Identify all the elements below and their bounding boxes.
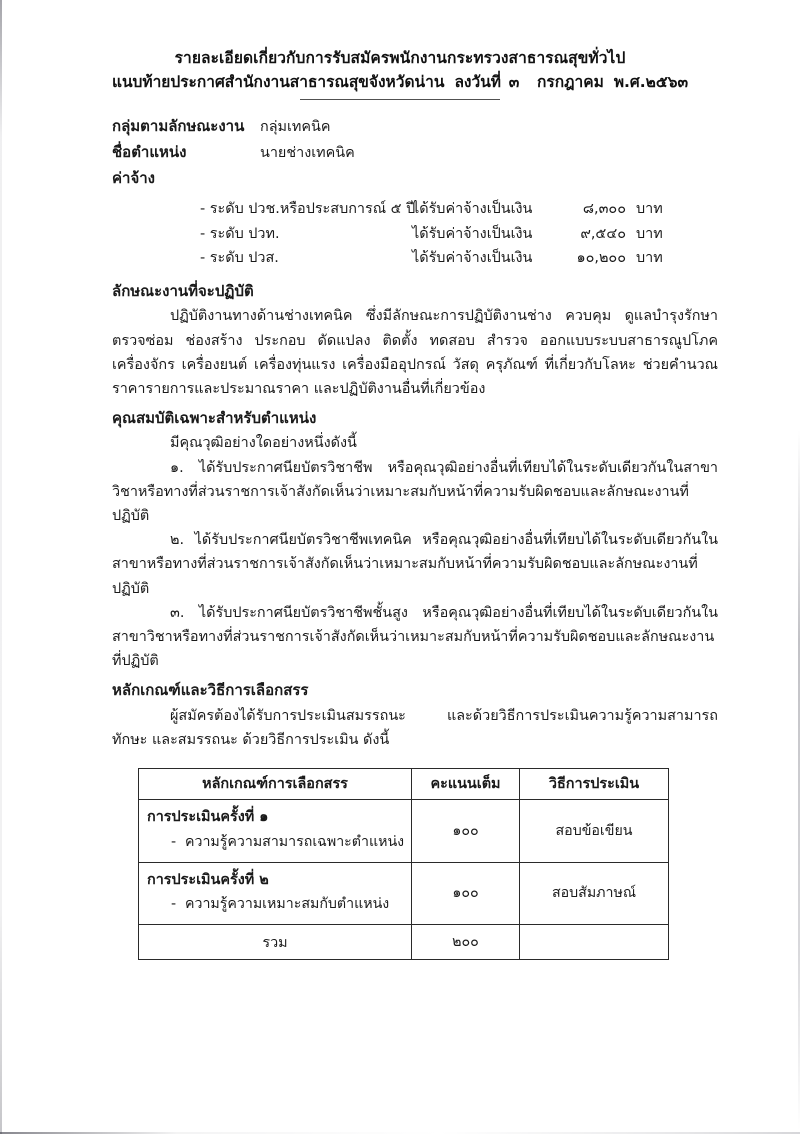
wage-amount: ๑๐,๒๐๐ bbox=[576, 250, 626, 267]
wage-row bbox=[200, 246, 718, 271]
criteria-cell bbox=[139, 799, 412, 862]
criteria-table bbox=[138, 768, 669, 960]
assessment-subitem-label: ความรู้ความเหมาะสมกับตำแหน่ง bbox=[185, 896, 390, 913]
announcement-source: แนบท้ายประกาศสำนักงานสาธารณสุขจังหวัดน่าน bbox=[111, 73, 445, 92]
work-group-value: กลุ่มเทคนิค bbox=[260, 118, 331, 135]
document-body bbox=[0, 114, 800, 752]
wage-amount: ๙,๕๔๐ bbox=[580, 225, 626, 242]
total-label: รวม bbox=[139, 925, 412, 960]
bullet-dash-icon: - bbox=[171, 896, 177, 913]
position-label: ชื่อตำแหน่ง bbox=[112, 143, 187, 162]
wage-unit: บาท bbox=[636, 225, 663, 242]
bullet-dash-icon: - bbox=[171, 833, 177, 850]
wage-unit: บาท bbox=[636, 200, 663, 217]
wage-level: - ระดับ ปวช.หรือประสบการณ์ ๕ ปี bbox=[200, 200, 416, 217]
wage-list bbox=[112, 197, 718, 271]
qualification-item: ๑. ได้รับประกาศนียบัตรวิชาชีพ หรือคุณวุฒิอย่างอื่นที่เทียบได้ในระดับเดียวกันในสาขาวิชาหรือทางที่ส่วนราชการเจ้าสังกัดเห็นว่าเหมาะสมกับหน้าที่ความรับผิดชอบและลักษณะงานที่ปฏิบัติ bbox=[112, 459, 718, 524]
position-value: นายช่างเทคนิค bbox=[260, 145, 355, 162]
assessment-round-title: การประเมินครั้งที่ ๑ bbox=[147, 808, 269, 825]
header-divider bbox=[300, 99, 500, 100]
qualifications-heading: คุณสมบัติเฉพาะสำหรับตำแหน่ง bbox=[112, 409, 317, 428]
table-header-row bbox=[139, 768, 669, 799]
date-year: พ.ศ.๒๕๖๓ bbox=[613, 73, 689, 92]
assessment-subitem bbox=[147, 893, 405, 915]
wage-amount: ๘,๓๐๐ bbox=[582, 200, 626, 217]
wage-phrase: ได้รับค่าจ้างเป็นเงิน bbox=[412, 200, 533, 217]
duties-heading: ลักษณะงานที่จะปฏิบัติ bbox=[112, 282, 254, 301]
wage-phrase: ได้รับค่าจ้างเป็นเงิน bbox=[412, 250, 533, 267]
total-score: ๒๐๐ bbox=[412, 925, 520, 960]
date-month: กรกฎาคม bbox=[537, 73, 604, 92]
wage-level: - ระดับ ปวท. bbox=[200, 225, 280, 242]
selection-paragraph: ผู้สมัครต้องได้รับการประเมินสมรรถนะ และด้วยวิธีการประเมินความรู้ความสามารถ ทักษะ และสมรรถนะ ด้วยวิธีการประเมิน ดังนี้ bbox=[112, 707, 718, 748]
wage-row bbox=[200, 197, 718, 222]
table-total-row bbox=[139, 925, 669, 960]
column-header-method: วิธีการประเมิน bbox=[520, 768, 669, 799]
table-row bbox=[139, 862, 669, 925]
date-day: ๓ bbox=[508, 73, 520, 92]
field-row-position bbox=[112, 140, 718, 165]
wage-label: ค่าจ้าง bbox=[112, 169, 155, 188]
method-cell: สอบสัมภาษณ์ bbox=[520, 862, 669, 925]
date-label: ลงวันที่ bbox=[454, 73, 502, 92]
wage-unit: บาท bbox=[636, 250, 663, 267]
work-group-label: กลุ่มตามลักษณะงาน bbox=[112, 116, 245, 135]
method-cell: สอบข้อเขียน bbox=[520, 799, 669, 862]
selection-heading: หลักเกณฑ์และวิธีการเลือกสรร bbox=[112, 681, 309, 700]
score-cell: ๑๐๐ bbox=[412, 799, 520, 862]
qualification-item: ๒. ได้รับประกาศนียบัตรวิชาชีพเทคนิค หรือคุณวุฒิอย่างอื่นที่เทียบได้ในระดับเดียวกันในสาขาหรือทางที่ส่วนราชการเจ้าสังกัดเห็นว่าเหมาะสมกับหน้าที่ความรับผิดชอบและลักษณะงานที่ปฏิบัติ bbox=[112, 532, 718, 597]
field-row-wage bbox=[112, 166, 718, 190]
field-row-work-group bbox=[112, 114, 718, 139]
score-cell: ๑๐๐ bbox=[412, 862, 520, 925]
duties-paragraph: ปฏิบัติงานทางด้านช่างเทคนิค ซึ่งมีลักษณะการปฏิบัติงานช่าง ควบคุม ดูแลบำรุงรักษา ตรวจซ่อม ช่องสร้าง ประกอบ ดัดแปลง ติดตั้ง ทดสอบ สำรวจ ออกแบบระบบสาธารณูปโภค เครื่องจักร เครื่องยนต์ เครื่องทุ่นแรง เครื่องมืออุปกรณ์ วัสดุ ครุภัณฑ์ ที่เกี่ยวกับโลหะ ช่วยคำนวณราคารายการและประมาณราคา และปฏิบัติงานอื่นที่เกี่ยวข้อง bbox=[112, 308, 718, 397]
criteria-cell bbox=[139, 862, 412, 925]
wage-phrase: ได้รับค่าจ้างเป็นเงิน bbox=[412, 225, 533, 242]
assessment-round-title: การประเมินครั้งที่ ๒ bbox=[147, 871, 269, 888]
criteria-table-wrapper bbox=[0, 768, 800, 960]
total-method bbox=[520, 925, 669, 960]
document-title-line-1: รายละเอียดเกี่ยวกับการรับสมัครพนักงานกระทรวงสาธารณสุขทั่วไป bbox=[174, 49, 626, 67]
column-header-criteria: หลักเกณฑ์การเลือกสรร bbox=[139, 768, 412, 799]
assessment-subitem-label: ความรู้ความสามารถเฉพาะตำแหน่ง bbox=[185, 833, 405, 850]
wage-level: - ระดับ ปวส. bbox=[200, 250, 279, 267]
document-header bbox=[0, 0, 800, 100]
column-header-score: คะแนนเต็ม bbox=[412, 768, 520, 799]
table-row bbox=[139, 799, 669, 862]
wage-row bbox=[200, 222, 718, 247]
qualifications-intro: มีคุณวุฒิอย่างใดอย่างหนึ่งดังนี้ bbox=[170, 435, 357, 452]
qualification-item: ๓. ได้รับประกาศนียบัตรวิชาชีพชั้นสูง หรือคุณวุฒิอย่างอื่นที่เทียบได้ในระดับเดียวกันในสาขาวิชาหรือทางที่ส่วนราชการเจ้าสังกัดเห็นว่าเหมาะสมกับหน้าที่ความรับผิดชอบและลักษณะงานที่ปฏิบัติ bbox=[112, 604, 718, 670]
document-title-line-2 bbox=[0, 70, 800, 95]
assessment-subitem bbox=[147, 831, 405, 853]
